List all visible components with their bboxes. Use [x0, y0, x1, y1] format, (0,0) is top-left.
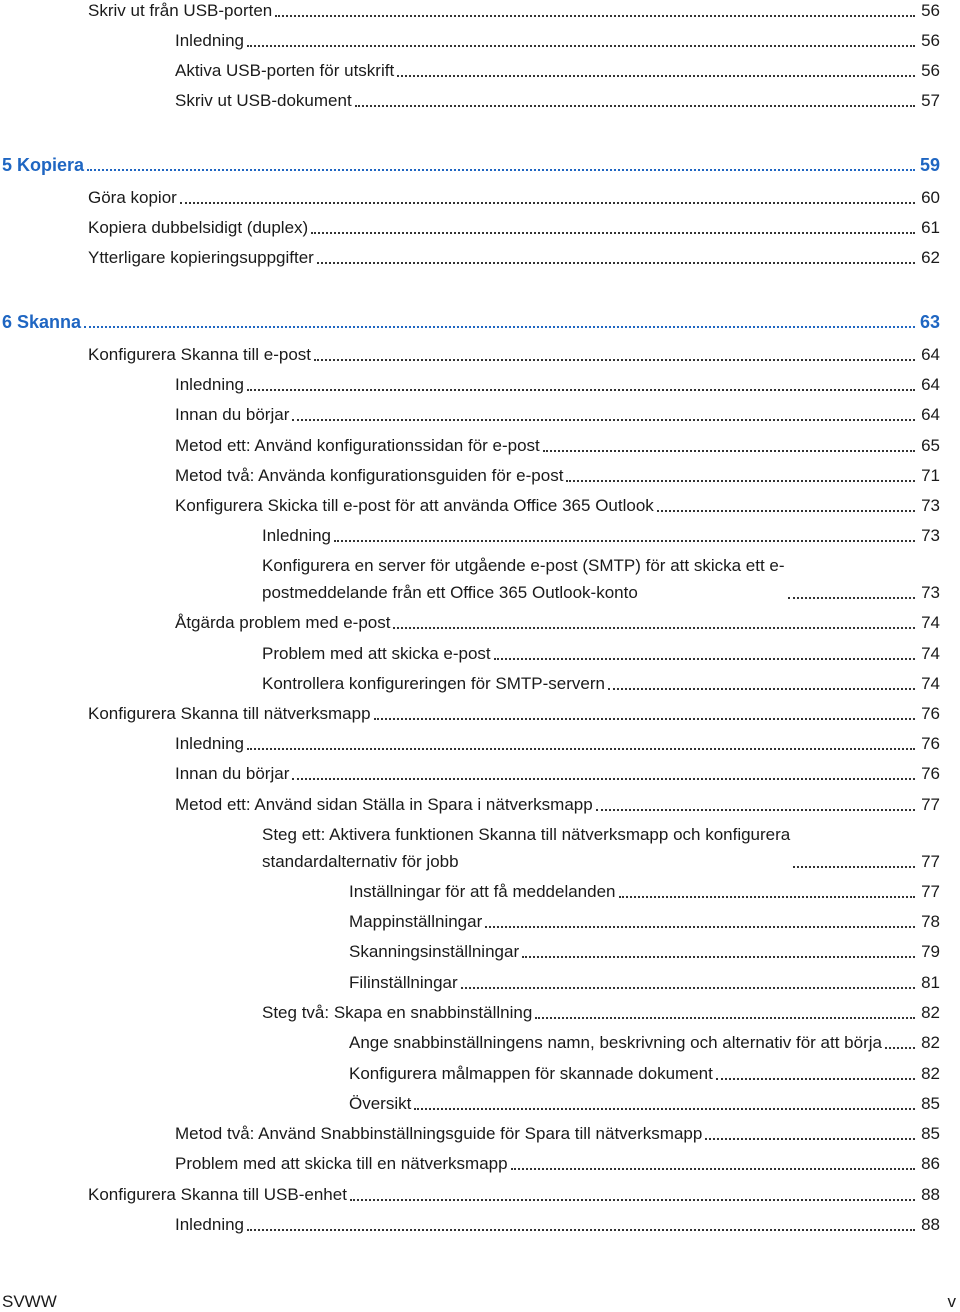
toc-entry-page: 73	[921, 496, 940, 515]
toc-entry-page: 56	[921, 61, 940, 80]
toc-entry-page: 76	[921, 764, 940, 783]
toc-entry-title: Innan du börjar	[175, 764, 290, 783]
toc-entry-page: 82	[921, 1033, 940, 1052]
toc-entry[interactable]	[262, 555, 940, 604]
toc-entry-title: Konfigurera Skanna till USB-enhet	[88, 1185, 347, 1204]
toc-entry-page: 77	[921, 882, 940, 901]
toc-entry-page: 57	[921, 91, 940, 110]
toc-entry-title: Skanningsinställningar	[349, 942, 520, 961]
dot-leader	[247, 44, 915, 47]
toc-entry[interactable]	[262, 525, 940, 547]
dot-leader	[87, 168, 915, 171]
toc-entry-title: Mappinställningar	[349, 912, 483, 931]
dot-leader	[414, 1107, 915, 1110]
dot-leader	[543, 449, 915, 452]
toc-entry-title: Inledning	[175, 734, 245, 753]
toc-chapter-page: 63	[919, 312, 940, 332]
toc-entry-page: 81	[921, 973, 940, 992]
toc-entry-page: 73	[921, 583, 940, 602]
toc-entry-title: Metod två: Använda konfigurationsguiden för e-post	[175, 466, 564, 485]
toc-entry[interactable]	[349, 972, 940, 994]
dot-leader	[705, 1137, 915, 1140]
dot-leader	[292, 777, 915, 780]
toc-entry[interactable]	[349, 1032, 940, 1054]
toc-entry-title: Inledning	[175, 1215, 245, 1234]
toc-entry-page: 76	[921, 704, 940, 723]
dot-leader	[292, 418, 915, 421]
toc-entry-title: Ange snabbinställningens namn, beskrivning och alternativ för att börja	[349, 1033, 882, 1052]
toc-entry-title: Åtgärda problem med e-post	[175, 613, 391, 632]
dot-leader	[566, 479, 915, 482]
toc-entry[interactable]	[175, 30, 940, 52]
dot-leader	[535, 1016, 915, 1019]
toc-entry[interactable]	[349, 1063, 940, 1085]
dot-leader	[275, 14, 915, 17]
dot-leader	[180, 201, 915, 204]
toc-entry[interactable]	[349, 941, 940, 963]
toc-entry-title: Kontrollera konfigureringen för SMTP-servern	[262, 674, 605, 693]
toc-entry-page: 61	[921, 218, 940, 237]
toc-entry-title: Konfigurera Skanna till nätverksmapp	[88, 704, 371, 723]
toc-entry-page: 74	[921, 674, 940, 693]
toc-entry-title: Filinställningar	[349, 973, 458, 992]
toc-entry-title	[262, 824, 790, 873]
toc-entry-page: 86	[921, 1154, 940, 1173]
toc-entry[interactable]	[262, 673, 940, 695]
toc-entry-title-line: standardalternativ för jobb	[262, 852, 459, 871]
toc-chapter-title: 5 Kopiera	[2, 155, 85, 175]
toc-entry-page: 76	[921, 734, 940, 753]
dot-leader	[84, 325, 915, 328]
toc-entry-title: Problem med att skicka till en nätverksmapp	[175, 1154, 508, 1173]
toc-entry-title: Inledning	[175, 375, 245, 394]
toc-entry[interactable]	[88, 1184, 940, 1206]
toc-entry-page: 56	[921, 31, 940, 50]
toc-entry-page: 88	[921, 1185, 940, 1204]
dot-leader	[393, 626, 915, 629]
dot-leader	[311, 231, 915, 234]
toc-entry[interactable]	[88, 217, 940, 239]
toc-entry-title: Metod ett: Använd konfigurationssidan för e-post	[175, 436, 540, 455]
toc-entry-page: 79	[921, 942, 940, 961]
dot-leader	[608, 687, 915, 690]
toc-entry[interactable]	[349, 881, 940, 903]
toc-entry-title: Inställningar för att få meddelanden	[349, 882, 616, 901]
toc-entry-page: 73	[921, 526, 940, 545]
toc-entry-title: Steg två: Skapa en snabbinställning	[262, 1003, 533, 1022]
toc-entry[interactable]	[175, 1214, 940, 1236]
toc-entry[interactable]	[175, 794, 940, 816]
toc-entry-page: 74	[921, 644, 940, 663]
toc-entry-title: Problem med att skicka e-post	[262, 644, 491, 663]
toc-entry[interactable]	[175, 465, 940, 487]
toc-entry-page: 65	[921, 436, 940, 455]
toc-entry-title	[262, 555, 785, 604]
dot-leader	[247, 747, 915, 750]
dot-leader	[522, 955, 915, 958]
footer-doc-id: SVWW	[2, 1292, 57, 1311]
toc-entry[interactable]	[175, 90, 940, 112]
toc-entry-title-line: Steg ett: Aktivera funktionen Skanna till nätverksmapp och konfigurera	[262, 825, 791, 844]
toc-entry-title-line: Konfigurera en server för utgående e-post (SMTP) för att skicka ett e-	[262, 556, 785, 575]
toc-entry-title: Skriv ut USB-dokument	[175, 91, 352, 110]
toc-entry-page: 60	[921, 188, 940, 207]
dot-leader	[619, 895, 915, 898]
toc-entry[interactable]	[88, 247, 940, 269]
footer-page-number: v	[947, 1292, 956, 1311]
toc-entry[interactable]	[262, 824, 940, 873]
toc-entry-page: 88	[921, 1215, 940, 1234]
toc-entry-title: Konfigurera Skicka till e-post för att använda Office 365 Outlook	[175, 496, 654, 515]
toc-entry-page: 64	[921, 375, 940, 394]
toc-entry-page: 82	[921, 1003, 940, 1022]
toc-entry[interactable]	[175, 404, 940, 426]
dot-leader	[317, 261, 915, 264]
dot-leader	[355, 104, 915, 107]
toc-entry[interactable]	[262, 643, 940, 665]
toc-chapter-entry[interactable]	[2, 154, 940, 176]
toc-entry[interactable]	[175, 495, 940, 517]
toc-entry-title: Översikt	[349, 1094, 412, 1113]
toc-entry[interactable]	[349, 1093, 940, 1115]
toc-entry-title: Metod ett: Använd sidan Ställa in Spara i nätverksmapp	[175, 795, 593, 814]
dot-leader	[350, 1198, 915, 1201]
toc-entry[interactable]	[349, 911, 940, 933]
toc-entry-page: 74	[921, 613, 940, 632]
toc-entry[interactable]	[175, 763, 940, 785]
dot-leader	[247, 388, 915, 391]
toc-entry[interactable]	[88, 187, 940, 209]
dot-leader	[334, 539, 915, 542]
toc-entry-title: Ytterligare kopieringsuppgifter	[88, 248, 314, 267]
toc-entry-title: Inledning	[262, 526, 332, 545]
toc-entry[interactable]	[175, 60, 940, 82]
dot-leader	[716, 1077, 915, 1080]
toc-entry-page: 56	[921, 1, 940, 20]
toc-entry-title: Kopiera dubbelsidigt (duplex)	[88, 218, 309, 237]
toc-chapter-page: 59	[919, 155, 940, 175]
dot-leader	[397, 74, 915, 77]
dot-leader	[511, 1167, 915, 1170]
dot-leader	[314, 358, 915, 361]
dot-leader	[485, 925, 915, 928]
toc-entry-page: 78	[921, 912, 940, 931]
dot-leader	[596, 808, 915, 811]
toc-entry-page: 85	[921, 1124, 940, 1143]
toc-chapter-title: 6 Skanna	[2, 312, 82, 332]
toc-entry[interactable]	[175, 1153, 940, 1175]
dot-leader	[374, 717, 915, 720]
toc-entry-title: Skriv ut från USB-porten	[88, 1, 273, 20]
dot-leader	[788, 596, 915, 599]
toc-entry-page: 71	[921, 466, 940, 485]
toc-entry-title: Aktiva USB-porten för utskrift	[175, 61, 395, 80]
toc-entry[interactable]	[88, 0, 940, 22]
toc-entry[interactable]	[88, 344, 940, 366]
toc-entry-title: Inledning	[175, 31, 245, 50]
toc-entry-title: Konfigurera Skanna till e-post	[88, 345, 312, 364]
dot-leader	[494, 657, 915, 660]
toc-entry-page: 82	[921, 1064, 940, 1083]
toc-entry-page: 77	[921, 852, 940, 871]
toc-entry-title-line: postmeddelande från ett Office 365 Outlook-konto	[262, 583, 638, 602]
toc-entry[interactable]	[175, 435, 940, 457]
toc-entry-page: 62	[921, 248, 940, 267]
dot-leader	[461, 986, 915, 989]
toc-chapter-entry[interactable]	[2, 311, 940, 333]
toc-entry[interactable]	[175, 374, 940, 396]
toc-entry-page: 64	[921, 405, 940, 424]
dot-leader	[657, 509, 915, 512]
dot-leader	[247, 1228, 915, 1231]
toc-entry-page: 64	[921, 345, 940, 364]
toc-entry-title: Innan du börjar	[175, 405, 290, 424]
toc-entry-title: Göra kopior	[88, 188, 177, 207]
toc-entry[interactable]	[175, 733, 940, 755]
toc-entry-title: Metod två: Använd Snabbinställningsguide för Spara till nätverksmapp	[175, 1124, 703, 1143]
toc-entry-page: 85	[921, 1094, 940, 1113]
dot-leader	[793, 865, 915, 868]
toc-entry[interactable]	[175, 1123, 940, 1145]
toc-entry-title: Konfigurera målmappen för skannade dokument	[349, 1064, 713, 1083]
toc-entry[interactable]	[88, 703, 940, 725]
toc-entry[interactable]	[175, 612, 940, 634]
dot-leader	[885, 1046, 915, 1049]
toc-entry[interactable]	[262, 1002, 940, 1024]
toc-entry-page: 77	[921, 795, 940, 814]
